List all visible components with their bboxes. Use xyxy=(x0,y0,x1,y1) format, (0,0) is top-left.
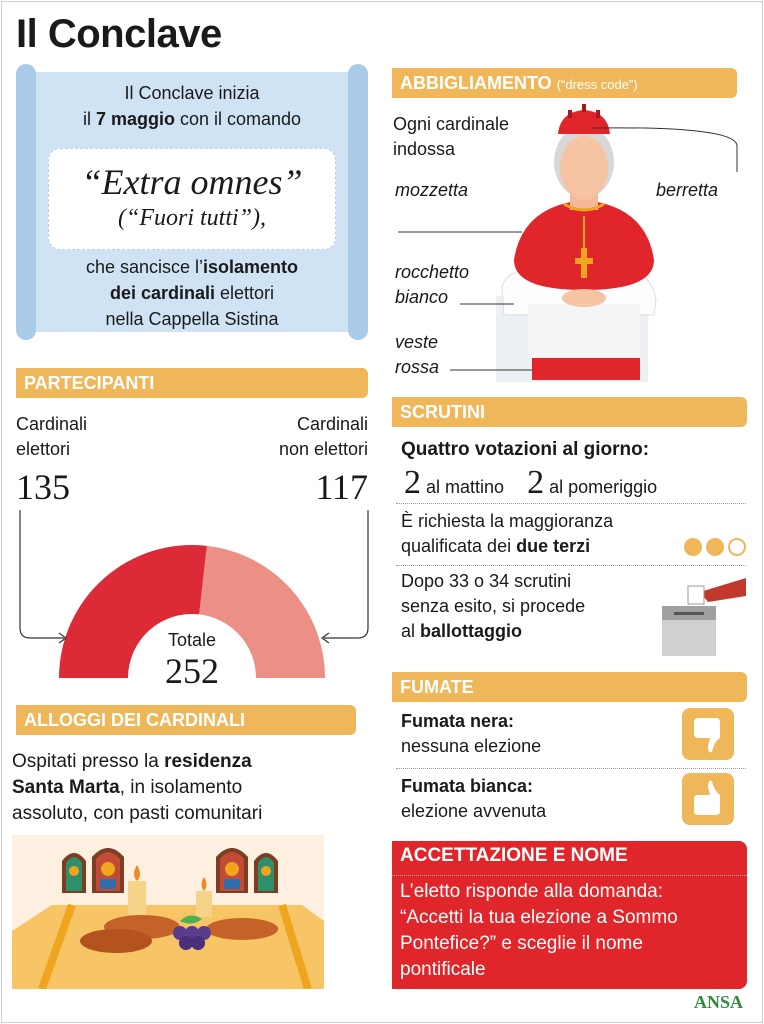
label-mozzetta: mozzetta xyxy=(395,180,469,200)
section-header-fumate: FUMATE xyxy=(392,672,747,702)
section-header-scrutini: SCRUTINI xyxy=(392,397,747,427)
label-rocchetto: rocchetto bianco xyxy=(395,262,470,307)
electors-connector xyxy=(20,510,64,638)
divider xyxy=(396,565,746,566)
electors-count: 135 xyxy=(16,467,70,507)
majority-text: È richiesta la maggioranza qualificata dei due terzi xyxy=(401,511,614,556)
divider xyxy=(396,503,746,504)
ansa-logo: ANSA xyxy=(694,992,744,1012)
non-electors-count: 117 xyxy=(315,467,368,507)
thumbs-up-icon xyxy=(682,773,734,825)
quote-translation: (“Fuori tutti”), xyxy=(117,205,267,231)
accettazione-box xyxy=(392,841,747,989)
face xyxy=(560,136,608,200)
intro-line-5: nella Cappella Sistina xyxy=(105,309,279,329)
two-thirds-dots-icon xyxy=(682,536,748,558)
dress-intro: Ogni cardinale indossa xyxy=(393,114,510,159)
label-veste: veste rossa xyxy=(395,332,440,377)
scroll-rod-right xyxy=(348,64,368,340)
section-header-alloggi: ALLOGGI DEI CARDINALI xyxy=(16,705,356,735)
label-berretta: berretta xyxy=(656,180,719,200)
votes-split: 2 al mattino 2 al pomeriggio xyxy=(404,464,658,501)
dining-illustration xyxy=(12,835,324,989)
intro-text-bottom xyxy=(46,254,338,332)
section-header-abbigliamento: ABBIGLIAMENTO (“dress code”) xyxy=(392,68,737,98)
scroll-rod-left xyxy=(16,64,36,340)
quote-box xyxy=(48,148,336,250)
total-count: 252 xyxy=(165,651,219,691)
accettazione-text: L’eletto risponde alla domanda: “Accetti la tua elezione a Sommo Pontefice?” e sceglie il nome pontificale xyxy=(400,881,678,980)
intro-line-3: che sancisce l’isolamento xyxy=(85,257,299,277)
intro-line-4: dei cardinali elettori xyxy=(109,283,275,303)
fumata-bianca: Fumata bianca: elezione avvenuta xyxy=(401,776,547,821)
intro-scroll xyxy=(16,64,368,340)
ballot-text: Dopo 33 o 34 scrutini senza esito, si procede al ballottaggio xyxy=(401,571,586,641)
berretta-icon xyxy=(558,110,610,134)
ballot-box-icon xyxy=(660,572,748,658)
intro-line-2: il 7 maggio con il comando xyxy=(82,109,302,129)
intro-line-1: Il Conclave inizia xyxy=(124,83,260,103)
alloggi-text: Ospitati presso la residenza Santa Marta, in isolamento assoluto, con pasti comunitari xyxy=(12,751,263,824)
section-header-partecipanti: PARTECIPANTI xyxy=(16,368,368,398)
total-label: Totale xyxy=(167,630,217,650)
electors-label: Cardinali elettori xyxy=(16,414,88,459)
hands xyxy=(562,289,606,307)
divider xyxy=(396,768,746,769)
page-title: Il Conclave xyxy=(16,12,222,56)
thumbs-down-icon xyxy=(682,708,734,760)
non-electors-label: Cardinali non elettori xyxy=(278,414,368,459)
quote-latin: “Extra omnes” xyxy=(81,162,303,202)
intro-text xyxy=(46,80,338,132)
veste-rossa xyxy=(532,356,640,380)
fumata-nera: Fumata nera: nessuna elezione xyxy=(401,711,542,756)
scrutini-title: Quattro votazioni al giorno: xyxy=(401,439,650,460)
non-electors-connector xyxy=(324,510,368,638)
section-header-accettazione: ACCETTAZIONE E NOME xyxy=(400,845,628,866)
divider xyxy=(392,875,747,876)
cardinal-illustration xyxy=(392,100,747,382)
